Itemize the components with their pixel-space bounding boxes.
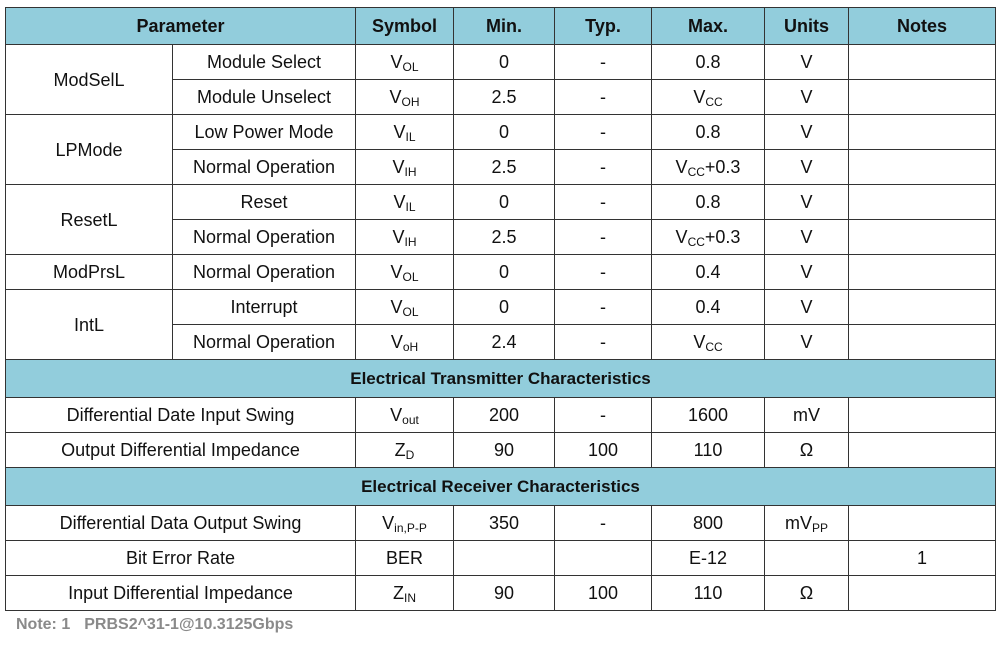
group-intl: IntL — [6, 290, 173, 360]
table-row — [6, 541, 996, 576]
header-row — [6, 8, 996, 45]
table-row — [6, 255, 996, 290]
table-row — [6, 576, 996, 611]
max-cell: 110 — [652, 433, 765, 468]
typ-cell: - — [555, 325, 652, 360]
units-cell — [765, 541, 849, 576]
min-cell: 90 — [454, 433, 555, 468]
notes-cell — [849, 150, 996, 185]
typ-cell: - — [555, 255, 652, 290]
table-row — [6, 433, 996, 468]
condition-cell: Module Select — [173, 45, 356, 80]
parameter-cell: Differential Data Output Swing — [6, 506, 356, 541]
header-units: Units — [765, 8, 849, 45]
max-cell: $V_{CC}$ — [652, 325, 765, 360]
header-min: Min. — [454, 8, 555, 45]
section-row-receiver — [6, 468, 996, 506]
table-row — [6, 45, 996, 80]
footnote-label: Note: 1 — [16, 616, 71, 633]
symbol-cell: $V_{IL}$ — [356, 115, 454, 150]
min-cell — [454, 541, 555, 576]
units-cell: Ω — [765, 433, 849, 468]
condition-cell: Module Unselect — [173, 80, 356, 115]
min-cell: 350 — [454, 506, 555, 541]
footnote — [16, 616, 293, 634]
symbol-cell: $V_{out}$ — [356, 398, 454, 433]
header-symbol: Symbol — [356, 8, 454, 45]
notes-cell — [849, 80, 996, 115]
symbol-cell: $Z_{IN}$ — [356, 576, 454, 611]
min-cell: 2.5 — [454, 150, 555, 185]
max-cell: $V_{CC}+0.3$ — [652, 150, 765, 185]
group-modprsl: ModPrsL — [6, 255, 173, 290]
typ-cell: 100 — [555, 576, 652, 611]
spec-table-container — [5, 7, 995, 611]
max-cell: 0.4 — [652, 255, 765, 290]
symbol-cell: $V_{OL}$ — [356, 290, 454, 325]
section-title-transmitter: Electrical Transmitter Characteristics — [6, 360, 996, 398]
symbol-cell: $V_{IH}$ — [356, 150, 454, 185]
table-row — [6, 290, 996, 325]
group-lpmode: LPMode — [6, 115, 173, 185]
units-cell: V — [765, 150, 849, 185]
parameter-cell: Bit Error Rate — [6, 541, 356, 576]
notes-cell — [849, 255, 996, 290]
parameter-cell: Output Differential Impedance — [6, 433, 356, 468]
typ-cell — [555, 541, 652, 576]
typ-cell: - — [555, 398, 652, 433]
max-cell: 0.8 — [652, 45, 765, 80]
condition-cell: Reset — [173, 185, 356, 220]
header-notes: Notes — [849, 8, 996, 45]
symbol-cell: $V_{IH}$ — [356, 220, 454, 255]
section-title-receiver: Electrical Receiver Characteristics — [6, 468, 996, 506]
notes-cell — [849, 185, 996, 220]
header-parameter: Parameter — [6, 8, 356, 45]
min-cell: 90 — [454, 576, 555, 611]
symbol-cell: $V_{oH}$ — [356, 325, 454, 360]
group-resetl: ResetL — [6, 185, 173, 255]
min-cell: 2.5 — [454, 80, 555, 115]
max-cell: E-12 — [652, 541, 765, 576]
max-cell: 0.4 — [652, 290, 765, 325]
notes-cell — [849, 290, 996, 325]
units-cell: V — [765, 115, 849, 150]
units-cell: V — [765, 45, 849, 80]
typ-cell: - — [555, 45, 652, 80]
max-cell: 0.8 — [652, 115, 765, 150]
units-cell: mV — [765, 398, 849, 433]
header-max: Max. — [652, 8, 765, 45]
units-cell: V — [765, 220, 849, 255]
min-cell: 200 — [454, 398, 555, 433]
condition-cell: Low Power Mode — [173, 115, 356, 150]
min-cell: 2.5 — [454, 220, 555, 255]
max-cell: 0.8 — [652, 185, 765, 220]
typ-cell: - — [555, 506, 652, 541]
notes-cell — [849, 398, 996, 433]
symbol-cell: $V_{IL}$ — [356, 185, 454, 220]
table-row — [6, 398, 996, 433]
notes-cell — [849, 433, 996, 468]
typ-cell: - — [555, 115, 652, 150]
symbol-cell: $V_{OH}$ — [356, 80, 454, 115]
notes-cell — [849, 576, 996, 611]
units-cell: V — [765, 185, 849, 220]
units-cell: V — [765, 290, 849, 325]
units-cell: Ω — [765, 576, 849, 611]
condition-cell: Interrupt — [173, 290, 356, 325]
notes-cell — [849, 115, 996, 150]
typ-cell: - — [555, 150, 652, 185]
condition-cell: Normal Operation — [173, 325, 356, 360]
units-cell: V — [765, 255, 849, 290]
group-modsell: ModSelL — [6, 45, 173, 115]
units-cell: V — [765, 80, 849, 115]
units-cell: V — [765, 325, 849, 360]
notes-cell — [849, 220, 996, 255]
section-row-transmitter — [6, 360, 996, 398]
footnote-text: PRBS2^31-1@10.3125Gbps — [84, 616, 294, 633]
notes-cell — [849, 506, 996, 541]
typ-cell: - — [555, 80, 652, 115]
parameter-cell: Differential Date Input Swing — [6, 398, 356, 433]
table-row — [6, 115, 996, 150]
min-cell: 0 — [454, 115, 555, 150]
condition-cell: Normal Operation — [173, 255, 356, 290]
condition-cell: Normal Operation — [173, 220, 356, 255]
max-cell: $V_{CC}+0.3$ — [652, 220, 765, 255]
typ-cell: - — [555, 220, 652, 255]
min-cell: 2.4 — [454, 325, 555, 360]
condition-cell: Normal Operation — [173, 150, 356, 185]
symbol-cell: $V_{OL}$ — [356, 45, 454, 80]
table-row — [6, 185, 996, 220]
min-cell: 0 — [454, 255, 555, 290]
symbol-cell: $V_{OL}$ — [356, 255, 454, 290]
electrical-spec-table — [5, 7, 996, 611]
notes-cell — [849, 325, 996, 360]
min-cell: 0 — [454, 185, 555, 220]
max-cell: 110 — [652, 576, 765, 611]
notes-cell — [849, 45, 996, 80]
symbol-cell: BER — [356, 541, 454, 576]
header-typ: Typ. — [555, 8, 652, 45]
typ-cell: - — [555, 185, 652, 220]
max-cell: $V_{CC}$ — [652, 80, 765, 115]
min-cell: 0 — [454, 45, 555, 80]
parameter-cell: Input Differential Impedance — [6, 576, 356, 611]
symbol-cell: $Z_D$ — [356, 433, 454, 468]
max-cell: 800 — [652, 506, 765, 541]
table-row — [6, 506, 996, 541]
typ-cell: - — [555, 290, 652, 325]
typ-cell: 100 — [555, 433, 652, 468]
min-cell: 0 — [454, 290, 555, 325]
notes-cell: 1 — [849, 541, 996, 576]
units-cell: $mV_{PP}$ — [765, 506, 849, 541]
max-cell: 1600 — [652, 398, 765, 433]
symbol-cell: $V_{in,P-P}$ — [356, 506, 454, 541]
